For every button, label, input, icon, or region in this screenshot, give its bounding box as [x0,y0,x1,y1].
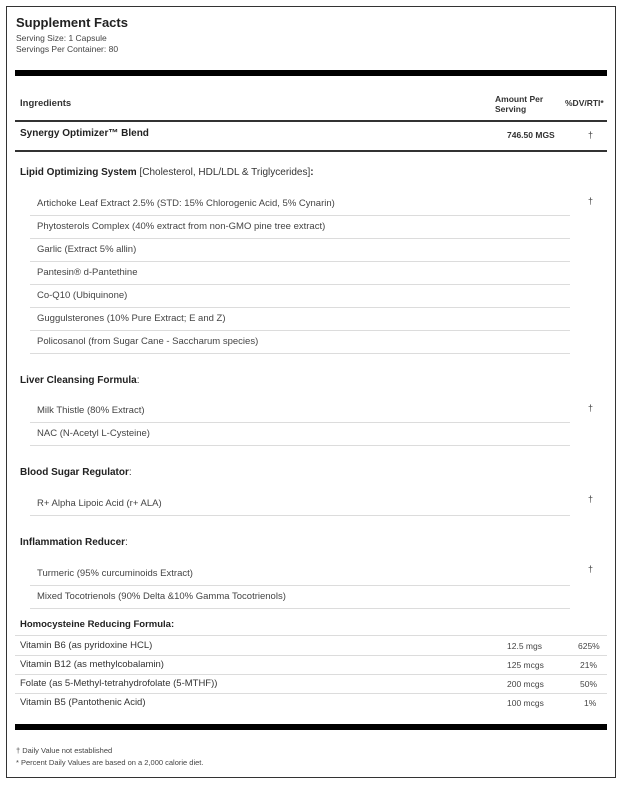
vitamin-row-name: Vitamin B6 (as pyridoxine HCL) [20,640,153,651]
row-divider [15,635,607,636]
ingredient-row: Phytosterols Complex (40% extract from non-GMO pine tree extract) [37,221,326,232]
footnote-percent-dv: * Percent Daily Values are based on a 2,000 calorie diet. [16,758,204,767]
vitamin-row-dv: 625% [578,641,600,651]
vitamin-row-amount: 125 mcgs [507,660,544,670]
vitamin-row-amount: 100 mcgs [507,698,544,708]
row-divider [15,674,607,675]
thick-divider-bottom [15,724,607,730]
ingredient-row: Co-Q10 (Ubiquinone) [37,290,128,301]
thick-divider-top [15,70,607,76]
serving-size: Serving Size: 1 Capsule [16,33,107,43]
vitamin-row-amount: 200 mcgs [507,679,544,689]
inflammation-dv: † [588,564,594,574]
ingredient-row: Guggulsterones (10% Pure Extract; E and Z) [37,313,226,324]
ingredient-row: Artichoke Leaf Extract 2.5% (STD: 15% Chlorogenic Acid, 5% Cynarin) [37,198,335,209]
vitamin-row-dv: 1% [584,698,597,708]
section-title-liver: Liver Cleansing Formula: [20,375,140,386]
ingredient-row: NAC (N-Acetyl L-Cysteine) [37,428,150,439]
liver-dv: † [588,403,594,413]
servings-per-container: Servings Per Container: 80 [16,44,119,54]
row-divider [15,693,607,694]
section-title-homocysteine: Homocysteine Reducing Formula: [20,619,175,630]
section-title-blood-sugar: Blood Sugar Regulator: [20,467,132,478]
lipid-dv: † [588,196,594,206]
vitamin-row-name: Vitamin B12 (as methylcobalamin) [20,659,164,670]
ingredient-row: Milk Thistle (80% Extract) [37,405,145,416]
ingredient-row: Mixed Tocotrienols (90% Delta &10% Gamma Tocotrienols) [37,591,286,602]
blend-name: Synergy Optimizer™ Blend [20,128,149,139]
blend-divider [15,150,607,152]
section-title-lipid: Lipid Optimizing System [Cholesterol, HDL/LDL & Triglycerides]: [20,167,314,178]
row-divider [15,655,607,656]
blend-dv: † [588,130,594,140]
panel-title: Supplement Facts [16,15,128,30]
blood-sugar-dv: † [588,494,594,504]
ingredient-row: Turmeric (95% curcuminoids Extract) [37,568,193,579]
row-divider [30,284,570,285]
vitamin-row-dv: 50% [580,679,598,689]
section-title-inflammation: Inflammation Reducer: [20,537,128,548]
vitamin-row-name: Vitamin B5 (Pantothenic Acid) [20,697,146,708]
row-divider [30,445,570,446]
vitamin-row-name: Folate (as 5-Methyl-tetrahydrofolate (5-MTHF)) [20,678,218,689]
row-divider [30,422,570,423]
blend-amount: 746.50 MGS [507,130,555,140]
row-divider [30,585,570,586]
row-divider [30,238,570,239]
amount-header-line1: Amount Per [495,94,544,104]
ingredients-header: Ingredients [20,98,72,109]
footnote-dagger: † Daily Value not established [16,746,113,755]
vitamin-row-amount: 12.5 mgs [507,641,542,651]
row-divider [30,353,570,354]
ingredient-row: Garlic (Extract 5% allin) [37,244,137,255]
dv-header: %DV/RTI* [565,98,604,108]
vitamin-row-dv: 21% [580,660,598,670]
row-divider [30,608,570,609]
ingredient-row: Pantesin® d-Pantethine [37,267,138,278]
row-divider [30,215,570,216]
ingredient-row: R+ Alpha Lipoic Acid (r+ ALA) [37,498,162,509]
ingredient-row: Policosanol (from Sugar Cane - Saccharum species) [37,336,259,347]
row-divider [30,307,570,308]
row-divider [30,330,570,331]
header-divider [15,120,607,122]
amount-header-line2: Serving [495,104,527,114]
row-divider [30,515,570,516]
row-divider [30,261,570,262]
